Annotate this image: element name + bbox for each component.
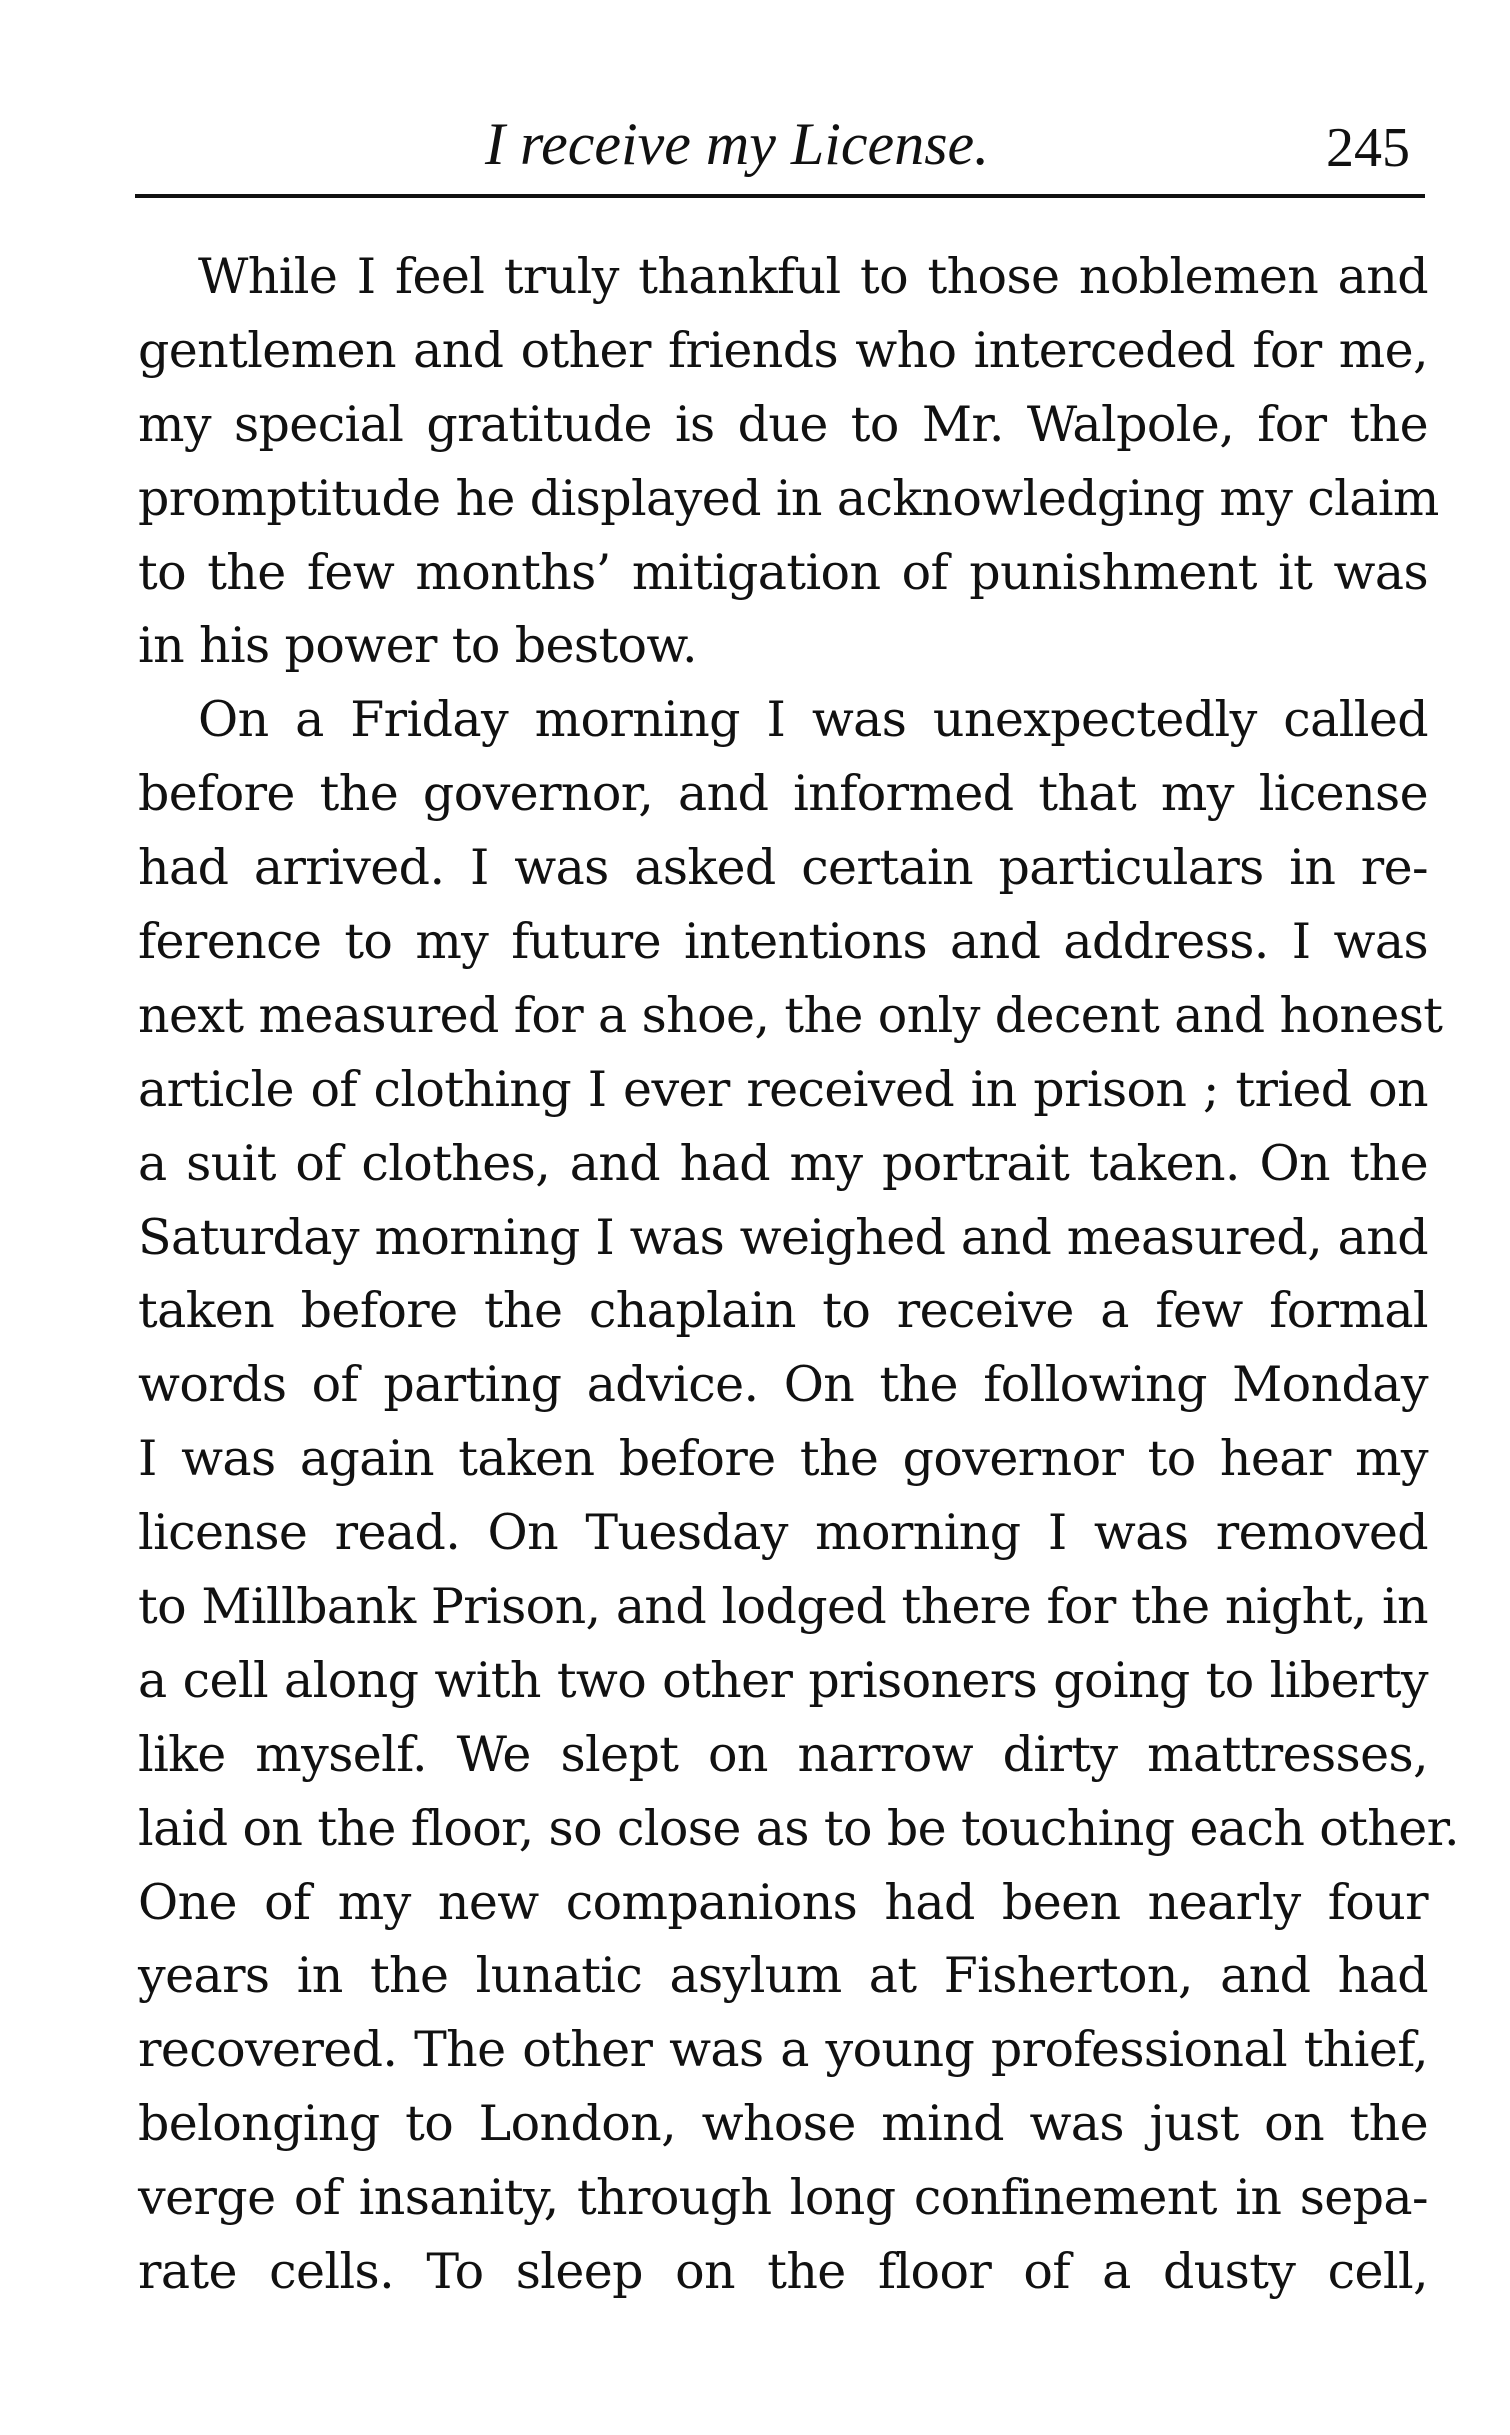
text-line: before the governor, and informed that my license	[138, 765, 1428, 823]
body-text	[138, 240, 1460, 2309]
text-line: a suit of clothes, and had my portrait taken. On the	[138, 1134, 1428, 1192]
text-line: words of parting advice. On the following Monday	[138, 1356, 1428, 1414]
text-line: next measured for a shoe, the only decent and honest	[138, 986, 1443, 1044]
paragraph	[138, 240, 1439, 683]
text-line: gentlemen and other friends who interceded for me,	[138, 321, 1428, 379]
text-line: my special gratitude is due to Mr. Walpole, for the	[138, 395, 1428, 453]
text-line: a cell along with two other prisoners going to liberty	[138, 1651, 1428, 1709]
running-title: I receive my License.	[485, 111, 990, 177]
text-line: One of my new companions had been nearly four	[138, 1873, 1428, 1931]
text-line: like myself. We slept on narrow dirty mattresses,	[138, 1725, 1428, 1783]
text-line: had arrived. I was asked certain particulars in re-	[138, 839, 1428, 897]
text-line: to the few months’ mitigation of punishment it was	[138, 543, 1428, 601]
text-line: While I feel truly thankful to those noblemen and	[198, 248, 1428, 305]
page-number: 245	[1326, 117, 1410, 179]
text-line: belonging to London, whose mind was just on the	[138, 2095, 1428, 2153]
text-line: recovered. The other was a young professional thief,	[138, 2021, 1428, 2079]
running-head	[135, 100, 1430, 192]
text-line: years in the lunatic asylum at Fisherton, and had	[138, 1947, 1428, 2005]
header-rule	[135, 194, 1425, 198]
text-line: verge of insanity, through long confinement in sepa-	[138, 2169, 1428, 2227]
text-line: Saturday morning I was weighed and measured, and	[138, 1208, 1428, 1266]
text-line: taken before the chaplain to receive a few formal	[138, 1282, 1428, 1340]
text-line: license read. On Tuesday morning I was removed	[138, 1504, 1428, 1562]
text-line: laid on the floor, so close as to be touching each other.	[138, 1799, 1460, 1857]
text-line: I was again taken before the governor to hear my	[138, 1430, 1428, 1488]
text-line: in his power to bestow.	[138, 617, 697, 675]
text-line: promptitude he displayed in acknowledging my claim	[138, 469, 1439, 527]
text-line: article of clothing I ever received in prison ; tried on	[138, 1060, 1428, 1118]
paragraph	[138, 683, 1460, 2309]
text-line: ference to my future intentions and address. I was	[138, 913, 1428, 971]
text-line: On a Friday morning I was unexpectedly called	[198, 691, 1428, 749]
text-line: to Millbank Prison, and lodged there for the night, in	[138, 1578, 1428, 1636]
text-line: rate cells. To sleep on the floor of a dusty cell,	[138, 2243, 1428, 2301]
